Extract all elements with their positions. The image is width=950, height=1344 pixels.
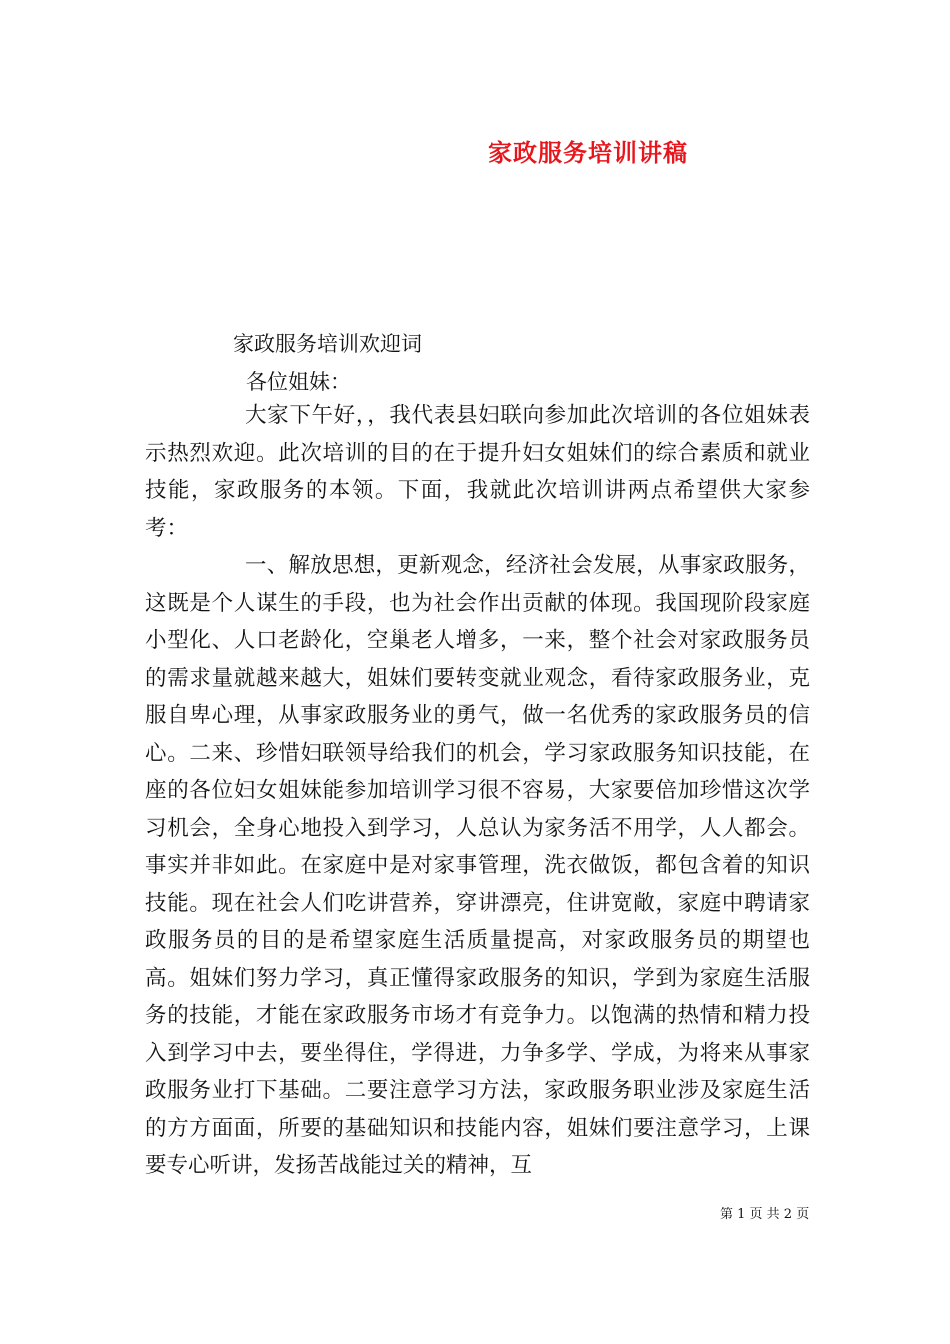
paragraph-greeting: 大家下午好，，我代表县妇联向参加此次培训的各位姐妹表示热烈欢迎。此次培训的目的在于提升妇女姐妹们的综合素质和就业技能，家政服务的本领。下面，我就此次培训讲两点希望供大家参考： (145, 403, 810, 541)
document-body (145, 397, 810, 1185)
document-title: 家政服务培训讲稿 (488, 138, 688, 167)
page-number-footer: 第 1 页 共 2 页 (720, 1207, 810, 1222)
paragraph-main: 一、解放思想，更新观念，经济社会发展，从事家政服务，这既是个人谋生的手段，也为社会作出贡献的体现。我国现阶段家庭小型化、人口老龄化，空巢老人增多，一来，整个社会对家政服务员的需求量就越来越大，姐妹们要转变就业观念，看待家政服务业，克服自卑心理，从事家政服务业的勇气，做一名优秀的家政服务员的信心。二来、珍惜妇联领导给我们的机会，学习家政服务知识技能，在座的各位妇女姐妹能参加培训学习很不容易，大家要倍加珍惜这次学习机会，全身心地投入到学习，人总认为家务活不用学，人人都会。事实并非如此。在家庭中是对家事管理，洗衣做饭，都包含着的知识技能。现在社会人们吃讲营养，穿讲漂亮，住讲宽敞，家庭中聘请家政服务员的目的是希望家庭生活质量提高，对家政服务员的期望也高。姐妹们努力学习，真正懂得家政服务的知识，学到为家庭生活服务的技能，才能在家政服务市场才有竞争力。以饱满的热情和精力投入到学习中去，要坐得住，学得进，力争多学、学成，为将来从事家政服务业打下基础。二要注意学习方法，家政服务职业涉及家庭生活的方方面面，所要的基础知识和技能内容，姐妹们要注意学习，上课要专心听讲，发扬苦战能过关的精神，互 (145, 553, 810, 1178)
speech-subheading: 家政服务培训欢迎词 (233, 332, 422, 356)
salutation: 各位姐妹： (246, 370, 351, 394)
